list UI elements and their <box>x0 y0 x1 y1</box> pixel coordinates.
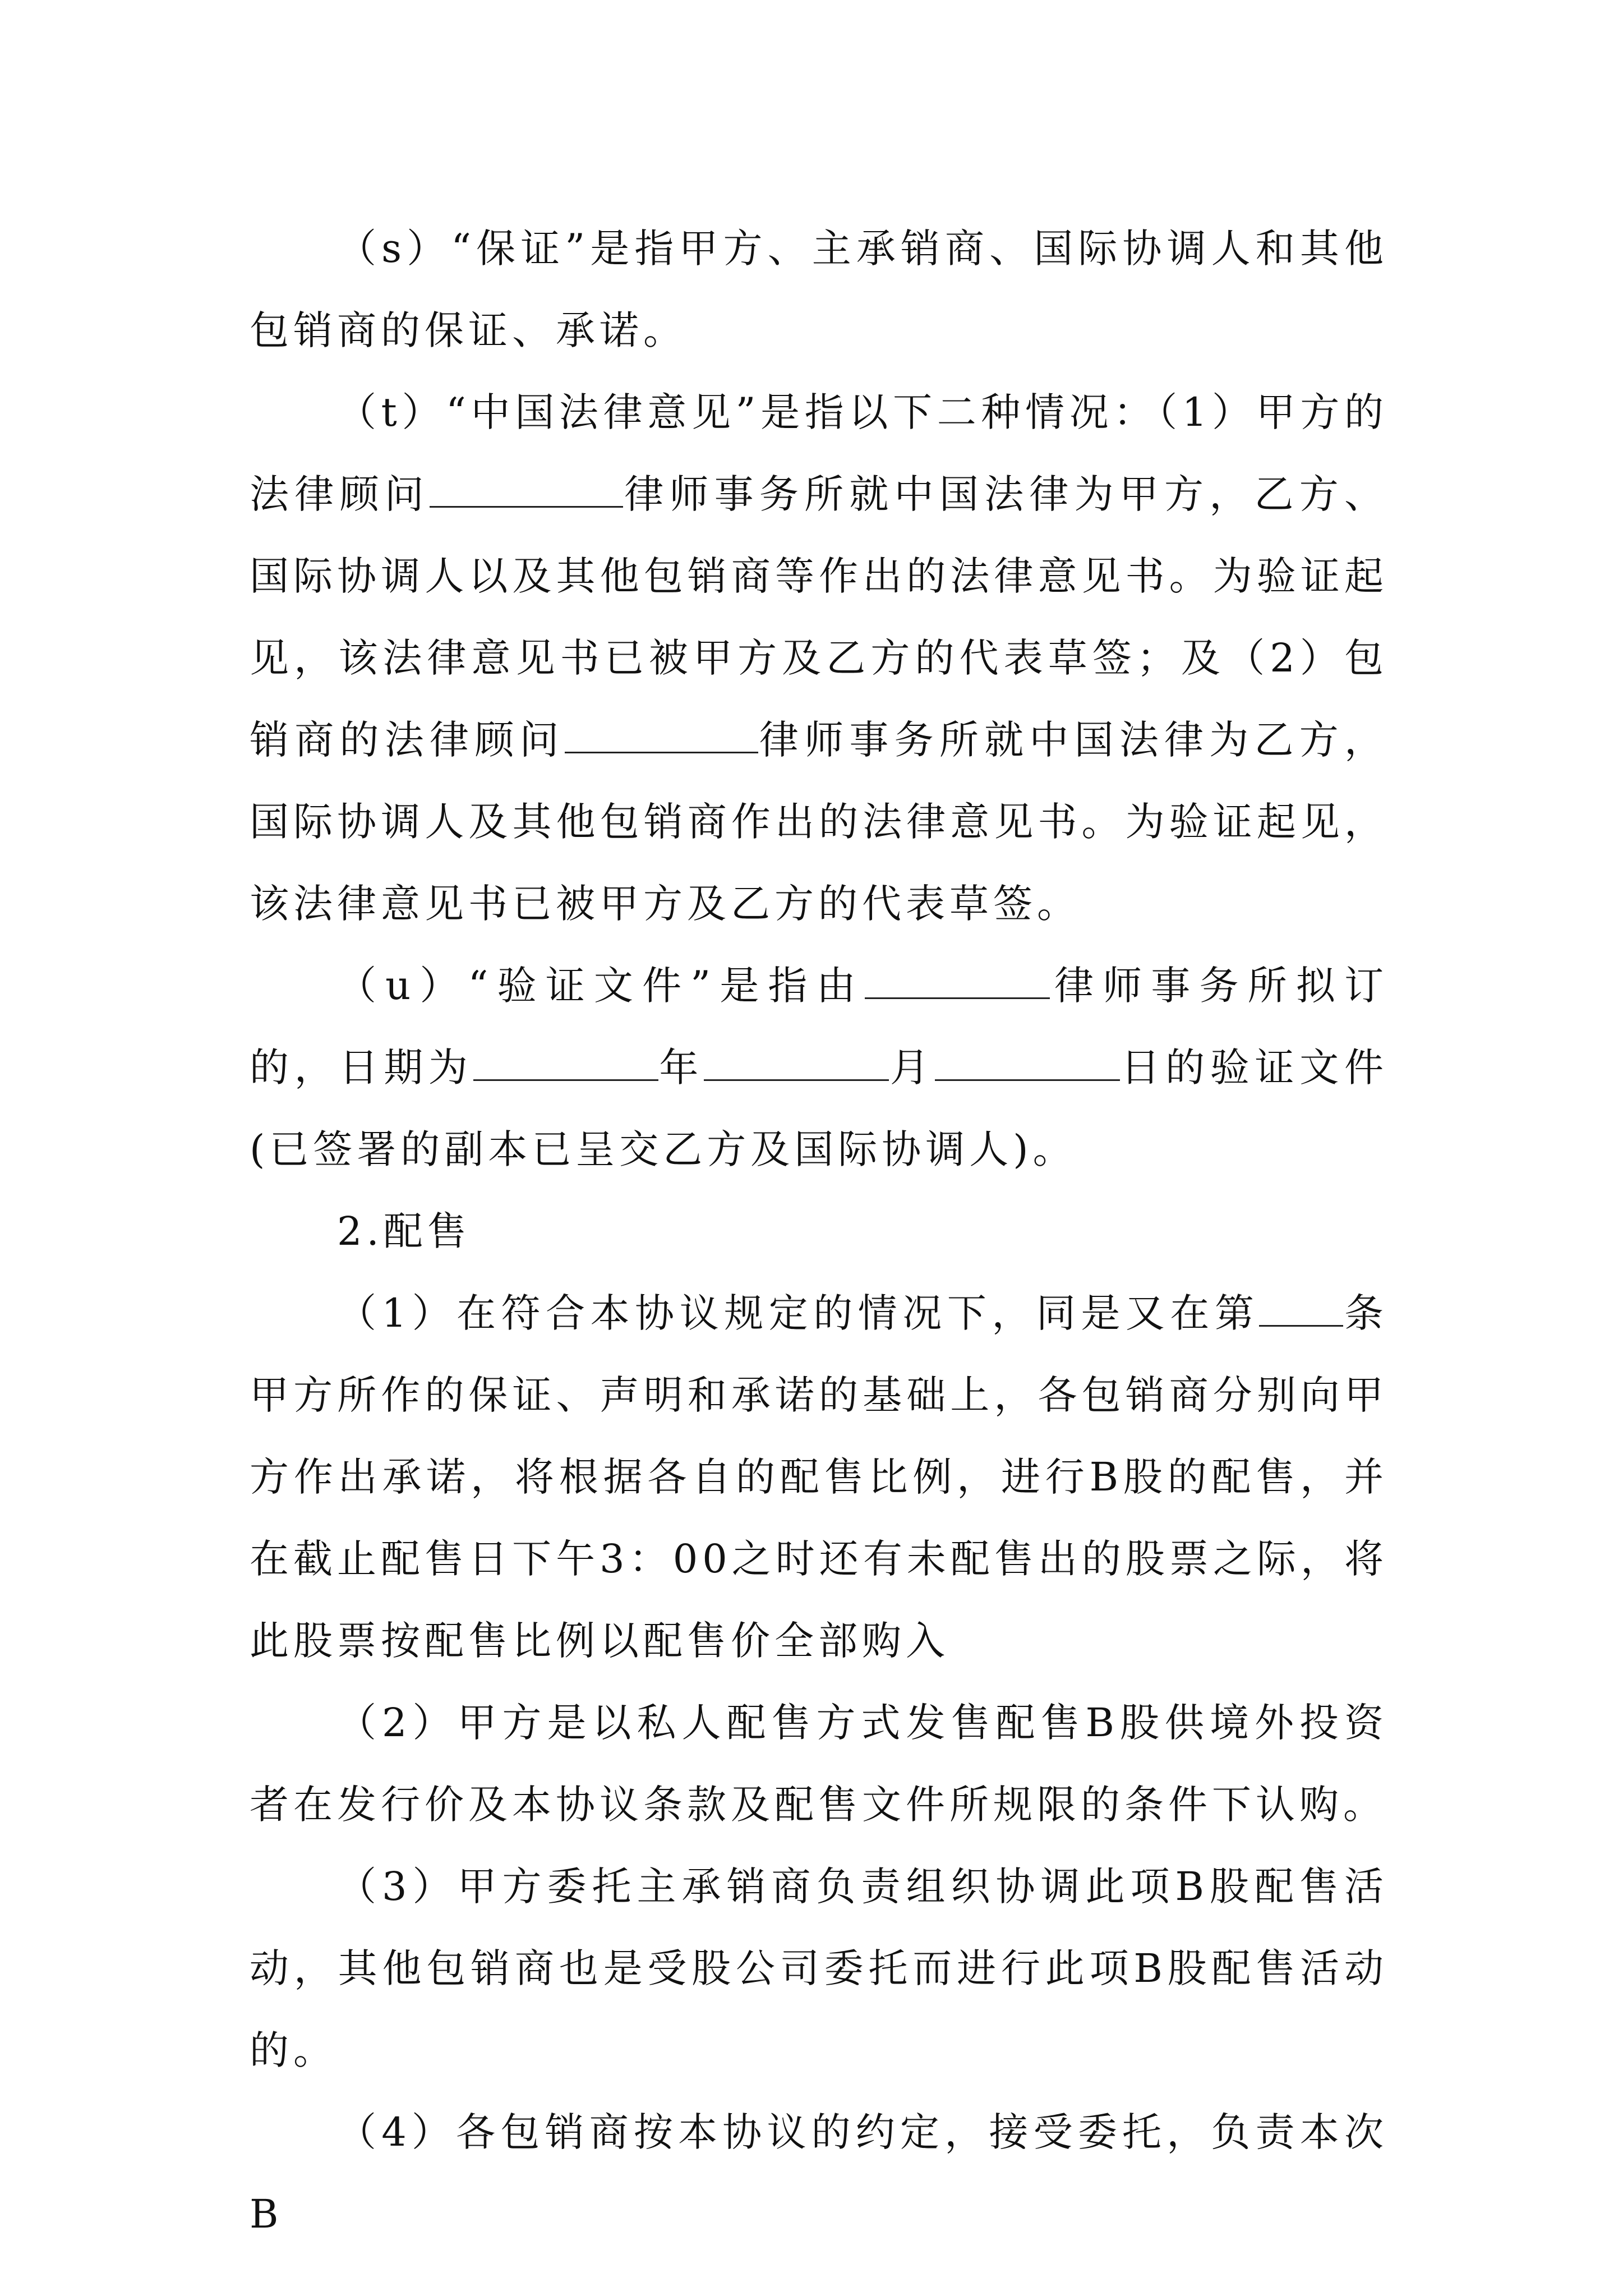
paragraph-3-text: （3）甲方委托主承销商负责组织协调此项B股配售活动，其他包销商也是受股公司委托而进行此项B股配售活动的。 <box>250 1864 1388 2073</box>
paragraph-3 <box>250 1846 1388 2091</box>
paragraph-u-month: 月 <box>889 1045 935 1091</box>
paragraph-t-text-2: 律师事务所就中国法律为甲方，乙方、国际协调人以及其他包销商等作出的法律意见书。为验证起见，该法律意见书已被甲方及乙方的代表草签；及（2）包销商的法律顾问 <box>250 471 1388 763</box>
paragraph-u-text-2: 律师事务所拟订的，日期为 <box>250 963 1389 1091</box>
paragraph-u <box>250 945 1388 1190</box>
blank-line <box>473 1045 658 1081</box>
document-body <box>250 208 1388 2255</box>
paragraph-t-text-3: 律师事务所就中国法律为乙方，国际协调人及其他包销商作出的法律意见书。为验证起见，该法律意见书已被甲方及乙方的代表草签。 <box>250 717 1389 927</box>
blank-line <box>935 1045 1120 1081</box>
blank-line <box>865 963 1050 999</box>
paragraph-4-text: （4）各包销商按本协议的约定，接受委托，负责本次B <box>250 2109 1388 2237</box>
paragraph-4 <box>250 2091 1388 2255</box>
paragraph-1-text-1: （1）在符合本协议规定的情况下，同是又在第 <box>337 1290 1260 1336</box>
paragraph-2-text: （2）甲方是以私人配售方式发售配售B股供境外投资者在发行价及本协议条款及配售文件所规限的条件下认购。 <box>250 1700 1388 1828</box>
paragraph-u-text-1: （u）“验证文件”是指由 <box>337 963 865 1009</box>
paragraph-u-year: 年 <box>658 1045 704 1091</box>
paragraph-1-text-2: 条甲方所作的保证、声明和承诺的基础上，各包销商分别向甲方作出承诺，将根据各自的配售比例，进行B股的配售，并在截止配售日下午3：00之时还有未配售出的股票之际，将此股票按配售比例以配售价全部购入 <box>250 1290 1388 1664</box>
paragraph-t <box>250 371 1388 945</box>
paragraph-2 <box>250 1682 1388 1846</box>
paragraph-s <box>250 208 1388 371</box>
blank-line <box>565 717 758 753</box>
paragraph-s-text: （s）“保证”是指甲方、主承销商、国际协调人和其他包销商的保证、承诺。 <box>250 226 1388 353</box>
blank-line <box>430 471 623 508</box>
blank-line <box>1259 1290 1343 1327</box>
paragraph-u-text-5: 日的验证文件(已签署的副本已呈交乙方及国际协调人)。 <box>250 1045 1389 1172</box>
paragraph-t-text-1: （t）“中国法律意见”是指以下二种情况：（1）甲方的法律顾问 <box>250 389 1388 517</box>
blank-line <box>704 1045 889 1081</box>
paragraph-1 <box>250 1272 1388 1682</box>
section-2-heading: 2.配售 <box>337 1208 471 1254</box>
